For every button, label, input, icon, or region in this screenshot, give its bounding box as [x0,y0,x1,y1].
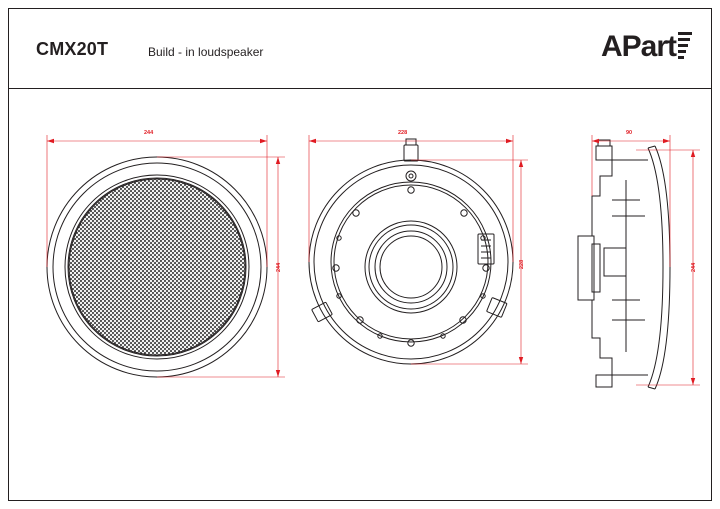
page-subtitle: Build - in loudspeaker [148,45,264,59]
rear-height-dimension: 228 [519,259,525,269]
page-title: CMX20T [36,39,109,59]
side-width-dimension: 90 [626,130,633,136]
front-height-dimension: 244 [276,262,282,272]
side-height-dimension: 244 [691,262,697,272]
front-width-dimension: 244 [144,130,154,136]
brand-name: APart [600,30,676,63]
rear-width-dimension: 228 [398,130,408,136]
